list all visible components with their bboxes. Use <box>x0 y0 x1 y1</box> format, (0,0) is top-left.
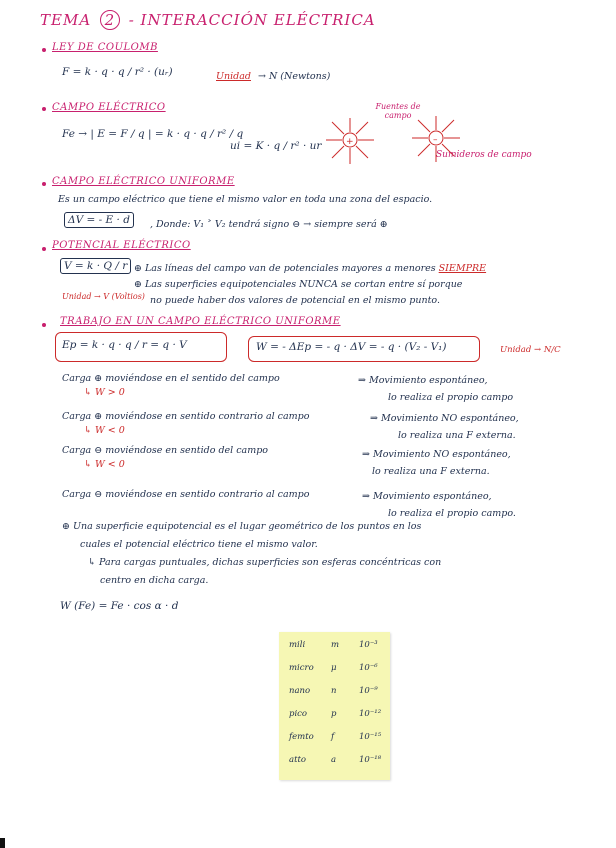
row-a: Carga ⊕ moviéndose en el sentido del campo <box>62 373 280 384</box>
bullet-icon <box>42 48 46 52</box>
row-b: ⇒ Movimiento NO espontáneo, <box>370 413 519 424</box>
prefix-row <box>279 732 390 754</box>
row-a: Carga ⊖ moviéndose en sentido del campo <box>62 445 269 456</box>
trabajo-unidad: Unidad → N/C <box>500 345 561 355</box>
ep-formula: Ep = k · q · q / r = q · V <box>62 339 187 351</box>
prefix-name: femto <box>289 732 314 742</box>
potencial-b1-text: ⊕ Las líneas del campo van de potenciales mayores a menores <box>134 263 436 274</box>
row-a: Carga ⊖ moviéndose en sentido contrario al campo <box>62 489 310 500</box>
scan-corner-mark <box>0 838 5 848</box>
row-w: ↳ W > 0 <box>84 387 125 398</box>
potencial-b1-end: SIEMPRE <box>438 263 487 274</box>
prefix-postit <box>279 632 390 780</box>
row-a: Carga ⊕ moviéndose en sentido contrario al campo <box>62 411 310 422</box>
bullet-icon <box>42 323 46 327</box>
uniforme-donde: , Donde: V₁ ˃ V₂ tendrá signo ⊖ → siempre será ⊕ <box>150 219 388 230</box>
coulomb-unit-label: Unidad <box>216 71 251 82</box>
prefix-power: 10⁻³ <box>359 640 378 650</box>
prefix-name: micro <box>289 663 314 673</box>
prefix-row <box>279 709 390 731</box>
row-c: lo realiza una F externa. <box>398 430 516 441</box>
potencial-b3: no puede haber dos valores de potencial en el mismo punto. <box>150 295 440 306</box>
title-rest: - INTERACCIÓN ELÉCTRICA <box>128 11 376 29</box>
prefix-symbol: μ <box>331 663 337 673</box>
prefix-power: 10⁻¹² <box>359 709 382 719</box>
uniforme-formula: ΔV = - E · d <box>64 212 134 228</box>
campo-heading: CAMPO ELÉCTRICO <box>52 102 166 113</box>
title-number-circled: 2 <box>100 10 120 30</box>
prefix-power: 10⁻¹⁸ <box>359 755 382 765</box>
potencial-b2: ⊕ Las superficies equipotenciales NUNCA se cortan entre sí porque <box>134 279 463 290</box>
potencial-formula: V = k · Q / r <box>60 258 131 274</box>
row-w: ↳ W < 0 <box>84 459 125 470</box>
campo-formula: Fe → | E = F / q | = k · q · q / r² / q <box>62 128 244 140</box>
potencial-unidad: Unidad → V (Voltios) <box>62 292 145 301</box>
coulomb-formula: F = k · q · q / r² · (uᵣ) <box>62 66 173 78</box>
bullet-icon <box>42 182 46 186</box>
prefix-name: pico <box>289 709 308 719</box>
equipot-l3: ↳ Para cargas puntuales, dichas superficies son esferas concéntricas con <box>88 557 442 568</box>
prefix-row <box>279 663 390 685</box>
w-formula: W = - ΔEp = - q · ΔV = - q · (V₂ - V₁) <box>256 341 447 353</box>
potencial-heading: POTENCIAL ELÉCTRICO <box>52 240 191 251</box>
prefix-symbol: m <box>331 640 340 650</box>
field-lines-diagram <box>318 112 488 172</box>
prefix-symbol: a <box>331 755 337 765</box>
coulomb-heading: LEY DE COULOMB <box>52 42 158 53</box>
title-tema: TEMA <box>40 11 92 29</box>
prefix-symbol: n <box>331 686 337 696</box>
row-b: ⇒ Movimiento NO espontáneo, <box>362 449 511 460</box>
prefix-row <box>279 686 390 708</box>
row-c: lo realiza el propio campo <box>388 392 514 403</box>
prefix-row <box>279 755 390 777</box>
sumideros-label: Sumideros de campo <box>436 150 532 160</box>
row-b: ⇒ Movimiento espontáneo, <box>362 491 492 502</box>
row-c: lo realiza una F externa. <box>372 466 490 477</box>
svg-text:–: – <box>433 135 438 145</box>
equipot-l2: cuales el potencial eléctrico tiene el mismo valor. <box>80 539 318 550</box>
campo-formula-2: ui = K · q / r² · ur <box>230 140 322 152</box>
row-c: lo realiza el propio campo. <box>388 508 516 519</box>
trabajo-heading: TRABAJO EN UN CAMPO ELÉCTRICO UNIFORME <box>60 316 341 327</box>
prefix-power: 10⁻⁶ <box>359 663 378 673</box>
row-w: ↳ W < 0 <box>84 425 125 436</box>
fuentes-label: Fuentes de campo <box>375 102 421 120</box>
bullet-icon <box>42 107 46 111</box>
prefix-symbol: p <box>331 709 337 719</box>
uniforme-heading: CAMPO ELÉCTRICO UNIFORME <box>52 176 235 187</box>
prefix-power: 10⁻⁹ <box>359 686 378 696</box>
coulomb-unit-value: → N (Newtons) <box>258 71 331 82</box>
uniforme-line1: Es un campo eléctrico que tiene el mismo valor en toda una zona del espacio. <box>58 194 433 205</box>
prefix-symbol: f <box>331 732 335 742</box>
prefix-power: 10⁻¹⁵ <box>359 732 382 742</box>
svg-text:+: + <box>346 137 354 147</box>
prefix-row <box>279 640 390 662</box>
prefix-name: atto <box>289 755 307 765</box>
prefix-name: mili <box>289 640 306 650</box>
page-title <box>40 10 376 30</box>
work-formula: W (Fe) = Fe · cos α · d <box>60 600 179 612</box>
potencial-b1 <box>134 262 486 275</box>
bullet-icon <box>42 247 46 251</box>
equipot-l4: centro en dicha carga. <box>100 575 209 586</box>
row-b: ⇒ Movimiento espontáneo, <box>358 375 488 386</box>
equipot-l1: ⊕ Una superficie equipotencial es el lugar geométrico de los puntos en los <box>62 521 422 532</box>
prefix-name: nano <box>289 686 311 696</box>
